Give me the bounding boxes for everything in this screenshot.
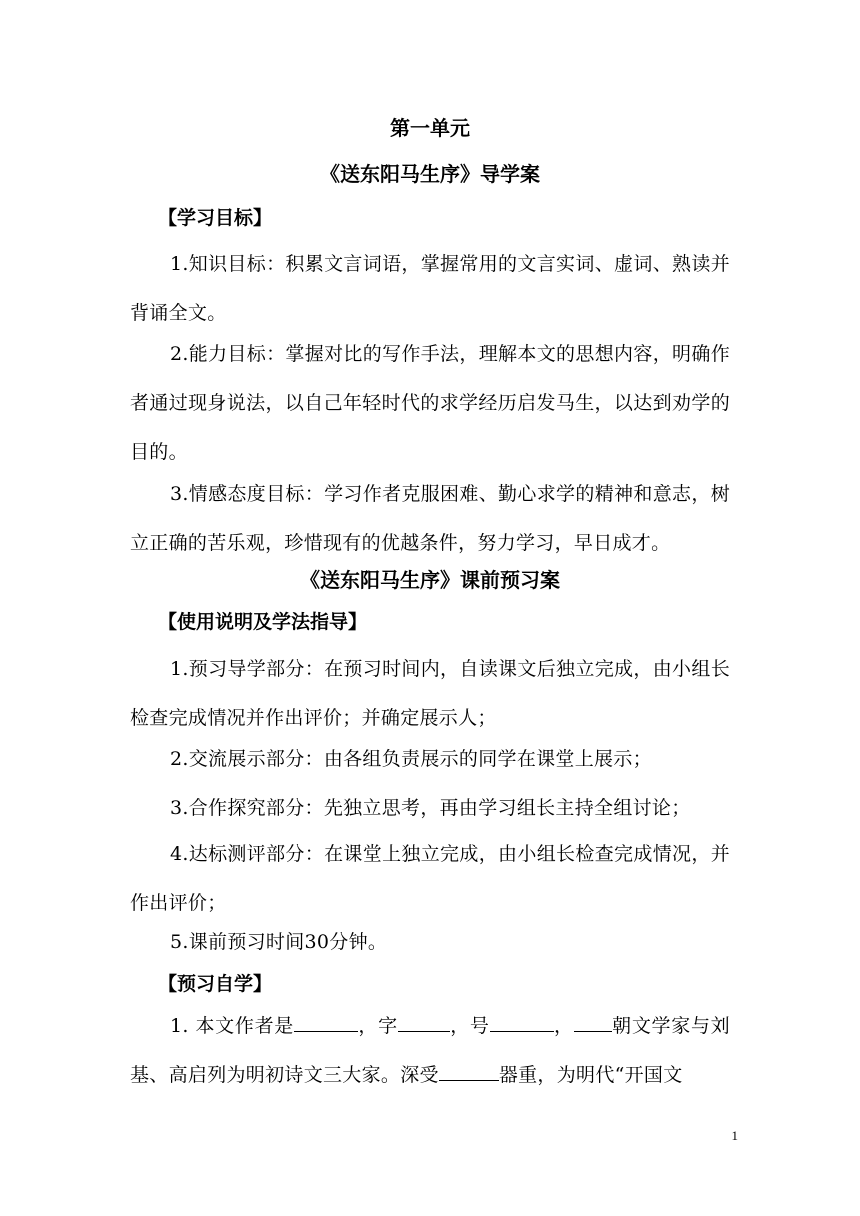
objective-emotion: 3.情感态度目标：学习作者克服困难、勤心求学的精神和意志，树立正确的苦乐观，珍惜现有的优越条件，努力学习，早日成才。 (130, 483, 730, 554)
instruction-item-5: 5.课前预习时间30分钟。 (170, 931, 388, 953)
instruction-item-2: 2.交流展示部分：由各组负责展示的同学在课堂上展示； (170, 748, 652, 770)
q1-text-4: ， (553, 1015, 574, 1037)
q1-blank-courtesy-name[interactable] (398, 1011, 450, 1032)
self-study-heading: 【预习自学】 (158, 973, 273, 995)
preview-title: 《送东阳马生序》课前预习案 (300, 568, 560, 592)
q1-blank-art-name[interactable] (490, 1011, 554, 1032)
instruction-item-4: 4.达标测评部分：在课堂上独立完成，由小组长检查完成情况，并作出评价； (130, 843, 730, 914)
q1-blank-dynasty[interactable] (574, 1011, 612, 1032)
guide-title: 《送东阳马生序》导学案 (320, 162, 540, 186)
objective-knowledge: 1.知识目标：积累文言词语，掌握常用的文言实词、虚词、熟读并背诵全文。 (130, 253, 730, 324)
q1-blank-patron[interactable] (439, 1060, 499, 1081)
q1-text-3: ，号 (449, 1015, 490, 1037)
q1-blank-author[interactable] (294, 1011, 358, 1032)
page-number: 1 (731, 1128, 738, 1143)
instruction-item-3: 3.合作探究部分：先独立思考，再由学习组长主持全组讨论； (170, 797, 691, 819)
instruction-item-1: 1.预习导学部分：在预习时间内，自读课文后独立完成，由小组长检查完成情况并作出评价；并确定展示人； (130, 658, 730, 729)
unit-title: 第一单元 (390, 116, 470, 140)
q1-text-2: ，字 (358, 1015, 398, 1037)
q1-text-5: 朝文学家与刘基、高启列为明初诗文三大家。深受 (130, 1015, 730, 1086)
objective-ability: 2.能力目标：掌握对比的写作手法，理解本文的思想内容，明确作者通过现身说法，以自己年轻时代的求学经历启发马生，以达到劝学的目的。 (130, 343, 730, 463)
instructions-heading: 【使用说明及学法指导】 (158, 611, 368, 633)
objectives-heading: 【学习目标】 (158, 207, 273, 229)
self-study-question-1 (130, 1002, 730, 1100)
q1-text-6: 器重，为明代“开国文 (498, 1064, 683, 1086)
q1-text-1: 1. 本文作者是 (170, 1015, 294, 1037)
